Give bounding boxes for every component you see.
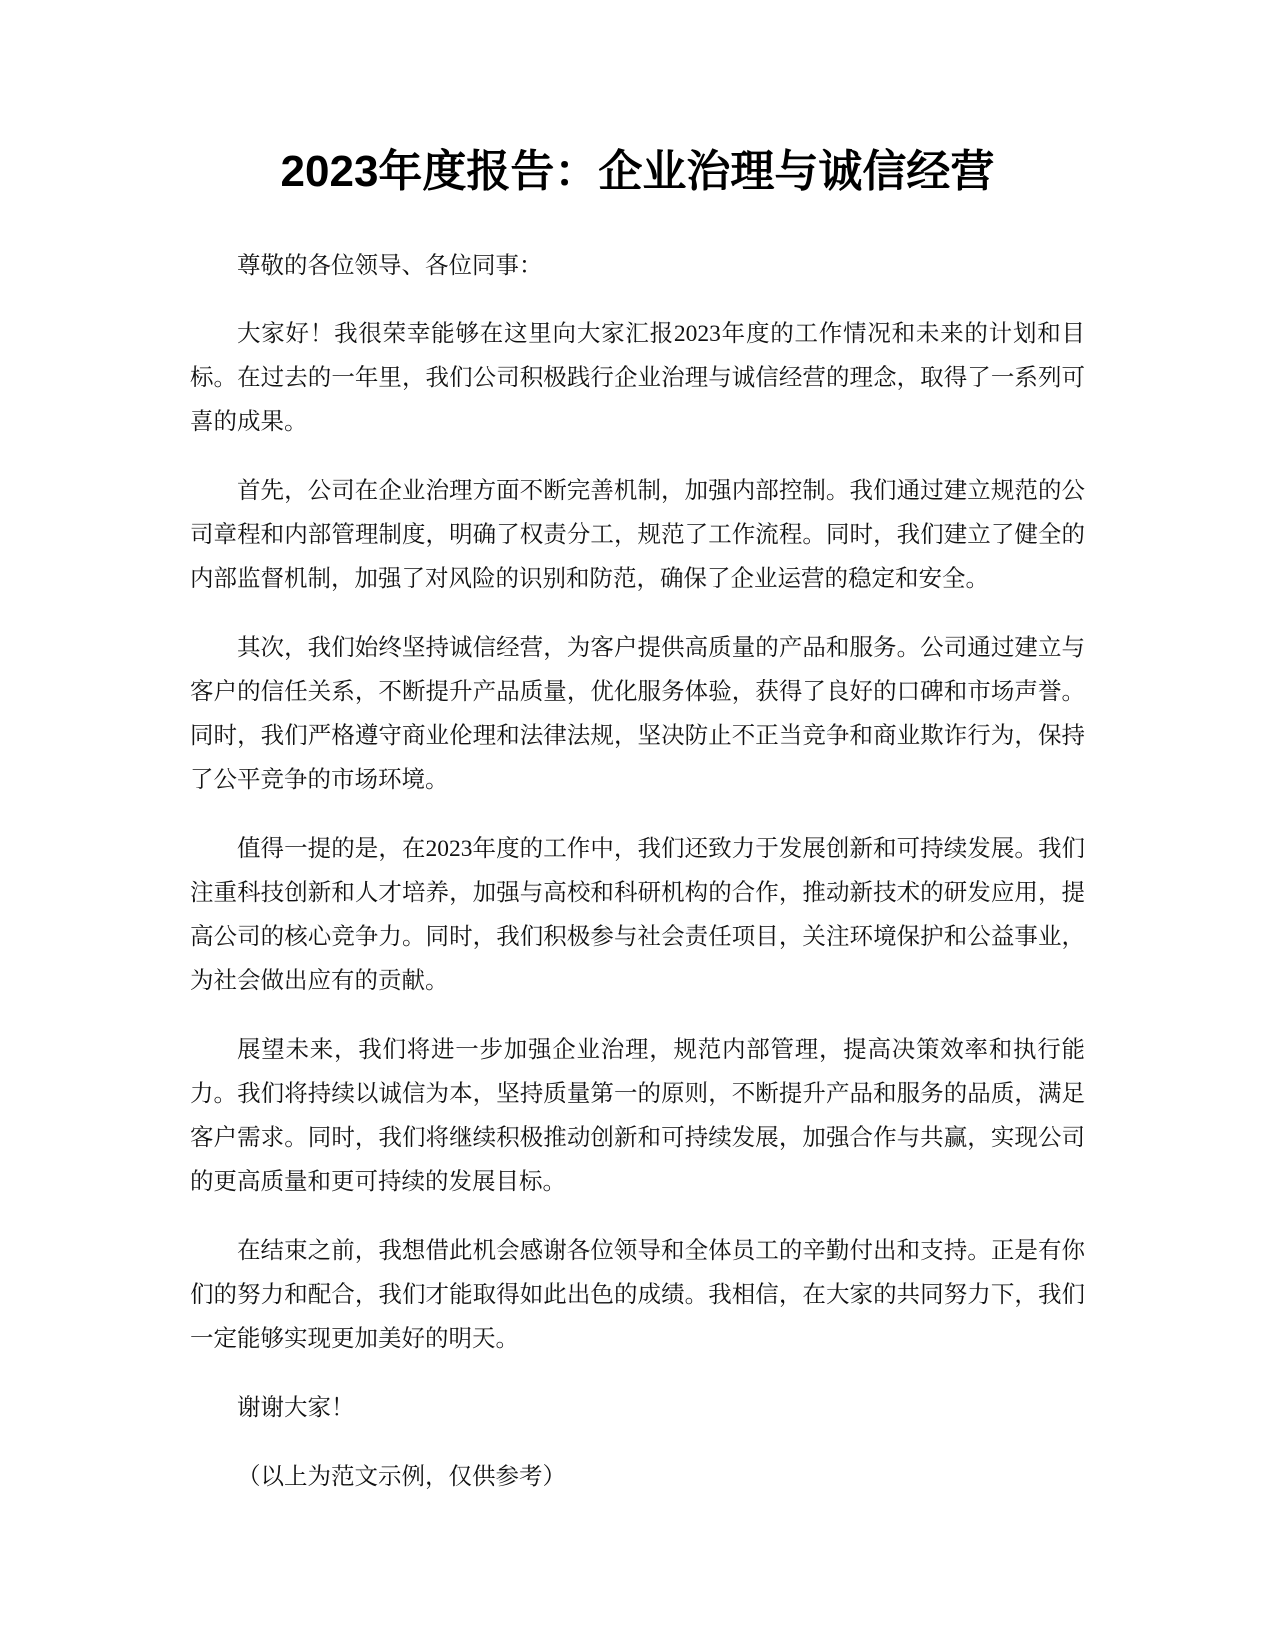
body-paragraph-governance: 首先，公司在企业治理方面不断完善机制，加强内部控制。我们通过建立规范的公司章程和内部管理制度，明确了权责分工，规范了工作流程。同时，我们建立了健全的内部监督机制，加强了对风险的识别和防范，确保了企业运营的稳定和安全。 bbox=[190, 478, 1085, 592]
document-title: 2023年度报告：企业治理与诚信经营 bbox=[280, 147, 995, 196]
body-paragraph-integrity: 其次，我们始终坚持诚信经营，为客户提供高质量的产品和服务。公司通过建立与客户的信任关系，不断提升产品质量，优化服务体验，获得了良好的口碑和市场声誉。同时，我们严格遵守商业伦理和法律法规，坚决防止不正当竞争和商业欺诈行为，保持了公平竞争的市场环境。 bbox=[190, 635, 1085, 793]
body-paragraph-intro: 大家好！我很荣幸能够在这里向大家汇报2023年度的工作情况和未来的计划和目标。在过去的一年里，我们公司积极践行企业治理与诚信经营的理念，取得了一系列可喜的成果。 bbox=[190, 321, 1085, 435]
greeting-paragraph: 尊敬的各位领导、各位同事： bbox=[237, 253, 543, 279]
closing-line: 谢谢大家！ bbox=[237, 1395, 355, 1421]
body-paragraph-thanks: 在结束之前，我想借此机会感谢各位领导和全体员工的辛勤付出和支持。正是有你们的努力和配合，我们才能取得如此出色的成绩。我相信，在大家的共同努力下，我们一定能够实现更加美好的明天。 bbox=[190, 1238, 1085, 1352]
body-paragraph-innovation: 值得一提的是，在2023年度的工作中，我们还致力于发展创新和可持续发展。我们注重科技创新和人才培养，加强与高校和科研机构的合作，推动新技术的研发应用，提高公司的核心竞争力。同时，我们积极参与社会责任项目，关注环境保护和公益事业，为社会做出应有的贡献。 bbox=[190, 836, 1085, 994]
body-paragraph-outlook: 展望未来，我们将进一步加强企业治理，规范内部管理，提高决策效率和执行能力。我们将持续以诚信为本，坚持质量第一的原则，不断提升产品和服务的品质，满足客户需求。同时，我们将继续积极推动创新和可持续发展，加强合作与共赢，实现公司的更高质量和更可持续的发展目标。 bbox=[190, 1037, 1085, 1195]
disclaimer-note: （以上为范文示例，仅供参考） bbox=[237, 1464, 566, 1490]
